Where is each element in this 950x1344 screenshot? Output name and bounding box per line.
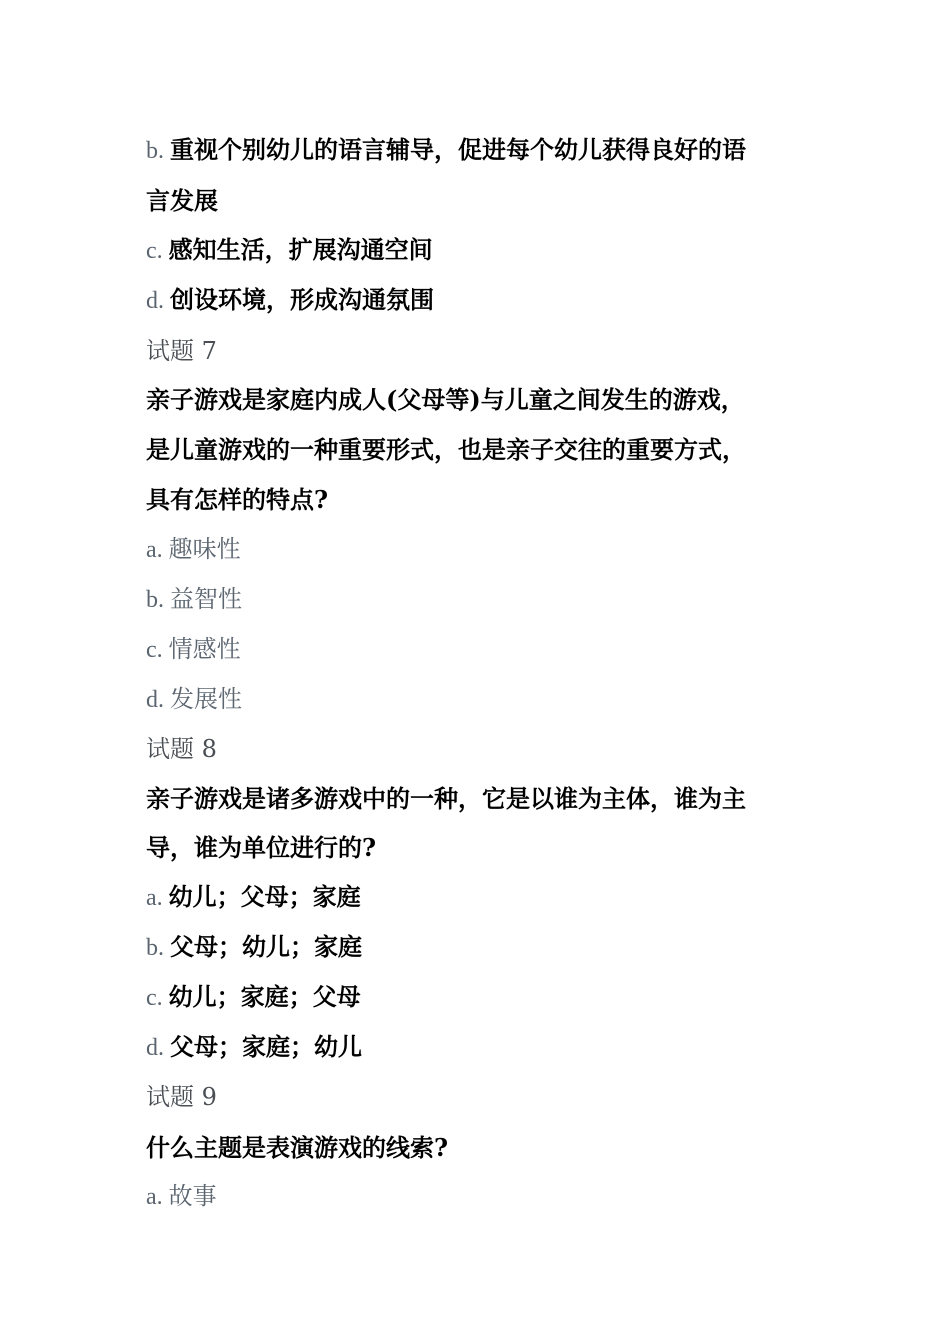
q8-option-b — [146, 932, 362, 963]
option-text: 父母；家庭；幼儿 — [170, 1032, 362, 1061]
q6-option-c — [146, 235, 433, 266]
option-letter: a. — [146, 1184, 163, 1210]
option-letter: c. — [146, 637, 163, 663]
q6-option-b-continuation: 言发展 — [146, 186, 218, 215]
q7-stem-line-2: 是儿童游戏的一种重要形式，也是亲子交往的重要方式， — [146, 435, 746, 464]
q8-option-a — [146, 882, 361, 913]
q7-stem-line-3: 具有怎样的特点? — [146, 485, 329, 514]
q7-option-d — [146, 684, 242, 715]
q6-option-b — [146, 135, 746, 166]
option-text: 益智性 — [170, 585, 242, 613]
option-text: 重视个别幼儿的语言辅导，促进每个幼儿获得良好的语 — [170, 135, 746, 164]
q8-label: 试题 8 — [146, 735, 217, 763]
option-text: 感知生活，扩展沟通空间 — [168, 235, 433, 264]
option-text: 情感性 — [168, 635, 241, 663]
q7-label: 试题 7 — [146, 337, 217, 365]
q7-stem-line-1: 亲子游戏是家庭内成人(父母等)与儿童之间发生的游戏， — [146, 385, 745, 414]
q9-label: 试题 9 — [146, 1083, 217, 1111]
q9-option-a — [146, 1181, 217, 1212]
option-text: 幼儿；家庭；父母 — [168, 982, 361, 1011]
option-letter: d. — [146, 1035, 164, 1061]
option-text: 幼儿；父母；家庭 — [168, 882, 361, 911]
option-letter: b. — [146, 138, 164, 164]
option-text: 父母；幼儿；家庭 — [170, 932, 362, 961]
option-letter: d. — [146, 288, 164, 314]
option-letter: a. — [146, 537, 163, 563]
option-letter: d. — [146, 687, 164, 713]
q7-option-a — [146, 534, 241, 565]
q8-option-d — [146, 1032, 362, 1063]
q9-stem-line-1: 什么主题是表演游戏的线索? — [146, 1133, 449, 1162]
q7-option-b — [146, 584, 242, 615]
q8-option-c — [146, 982, 361, 1013]
q7-option-c — [146, 634, 241, 665]
option-letter: b. — [146, 935, 164, 961]
option-text: 发展性 — [170, 685, 242, 713]
option-text: 创设环境，形成沟通氛围 — [170, 285, 434, 314]
option-letter: c. — [146, 238, 163, 264]
option-letter: c. — [146, 985, 163, 1011]
option-text: 趣味性 — [168, 535, 241, 563]
option-letter: a. — [146, 885, 163, 911]
q8-stem-line-2: 导，谁为单位进行的? — [146, 833, 377, 862]
option-letter: b. — [146, 587, 164, 613]
option-text: 故事 — [168, 1182, 217, 1210]
q6-option-d — [146, 285, 434, 316]
q8-stem-line-1: 亲子游戏是诸多游戏中的一种，它是以谁为主体，谁为主 — [146, 784, 746, 813]
